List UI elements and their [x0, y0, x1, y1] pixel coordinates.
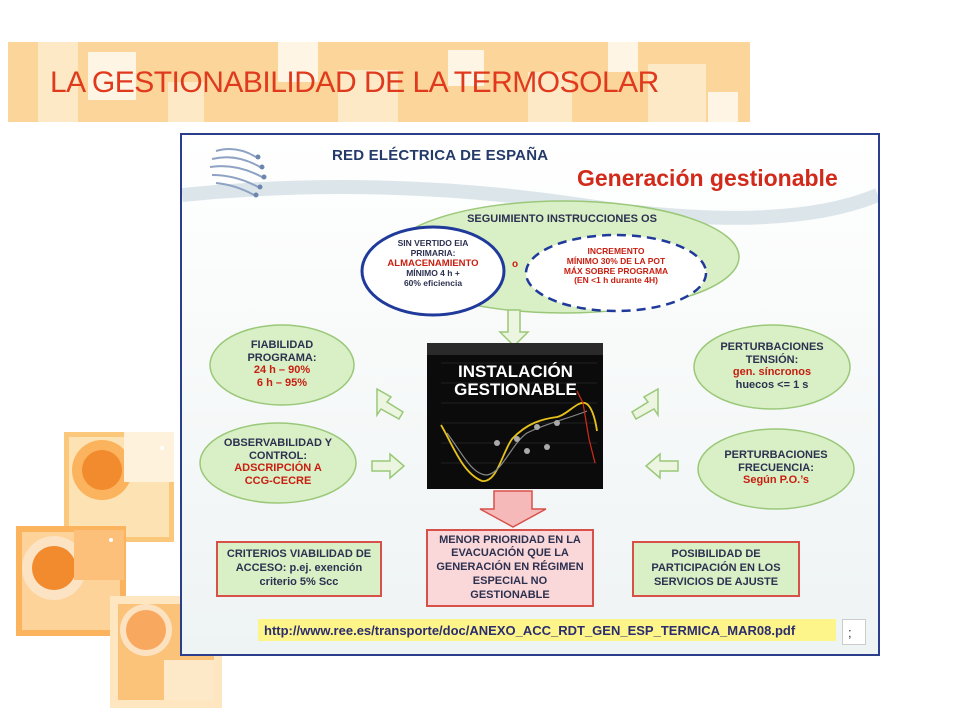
- perturb-frecuencia-text: [706, 449, 846, 487]
- observabilidad-line: ADSCRIPCIÓN A: [234, 462, 322, 475]
- perturb-tension-line: PERTURBACIONES: [720, 341, 824, 353]
- fiabilidad-line: 24 h – 90%: [253, 364, 311, 377]
- left-circle-text: [370, 239, 496, 289]
- perturb-tension-line: TENSIÓN:: [745, 353, 799, 366]
- figure-frame: [180, 133, 880, 656]
- right-circle-line: MÍNIMO 30% DE LA POT: [566, 255, 666, 266]
- posibilidad-line: PARTICIPACIÓN EN LOS: [651, 562, 781, 575]
- right-circle-line: INCREMENTO: [587, 246, 645, 256]
- right-circle-line: MÁX SOBRE PROGRAMA: [563, 265, 669, 276]
- menor-prioridad-line: EVACUACIÓN QUE LA: [451, 547, 569, 560]
- perturb-frecuencia-line: PERTURBACIONES: [724, 449, 828, 461]
- left-circle-line: SIN VERTIDO EIA: [397, 238, 469, 248]
- perturb-frecuencia-line: FRECUENCIA:: [738, 461, 814, 474]
- criterios-line: criterio 5% Scc: [259, 575, 339, 588]
- criterios-line: ACCESO: p.ej. exención: [235, 562, 363, 575]
- org-name: RED ELÉCTRICA DE ESPAÑA: [332, 147, 549, 164]
- menor-prioridad-line: GENERACIÓN EN RÉGIMEN: [436, 561, 584, 574]
- observabilidad-line: CONTROL:: [248, 449, 308, 462]
- menor-prioridad-line: ESPECIAL NO: [472, 574, 548, 587]
- corner-box: [842, 619, 866, 645]
- observabilidad-line: OBSERVABILIDAD Y: [223, 437, 333, 449]
- right-circle-line: (EN <1 h durante 4H): [574, 275, 658, 286]
- perturb-tension-line: huecos <= 1 s: [735, 378, 809, 391]
- menor-prioridad-line: MENOR PRIORIDAD EN LA: [439, 533, 581, 546]
- corner-mark: ;: [848, 625, 852, 640]
- right-circle-text: [534, 247, 698, 286]
- perturb-tension-text: [702, 341, 842, 392]
- menor-prioridad-box: [426, 529, 594, 607]
- criterios-line: CRITERIOS VIABILIDAD DE: [226, 548, 372, 561]
- posibilidad-line: SERVICIOS DE AJUSTE: [653, 575, 779, 588]
- posibilidad-box: [632, 541, 800, 597]
- menor-prioridad-line: GESTIONABLE: [470, 588, 550, 601]
- left-circle-line: PRIMARIA:: [410, 247, 456, 258]
- criterios-box: [216, 541, 382, 597]
- left-circle-line: ALMACENAMIENTO: [387, 257, 479, 269]
- left-circle-line: MÍNIMO 4 h +: [406, 268, 460, 279]
- center-title-line: INSTALACIÓN: [458, 362, 573, 381]
- figure-heading: Generación gestionable: [577, 165, 838, 191]
- observabilidad-line: CCG-CECRE: [244, 474, 312, 487]
- center-title-line: GESTIONABLE: [454, 379, 577, 399]
- fiabilidad-text: [222, 339, 342, 390]
- posibilidad-line: POSIBILIDAD DE: [671, 548, 761, 561]
- observabilidad-text: [204, 437, 352, 488]
- slide-title: LA GESTIONABILIDAD DE LA TERMOSOLAR: [50, 66, 659, 99]
- ree-logo-icon: [206, 143, 296, 201]
- source-url-link[interactable]: http://www.ree.es/transporte/doc/ANEXO_ACC_RDT_GEN_ESP_TERMICA_MAR08.pdf: [258, 619, 836, 641]
- fiabilidad-line: FIABILIDAD: [250, 339, 314, 351]
- perturb-tension-line: gen. síncronos: [732, 366, 812, 379]
- center-title: [428, 363, 603, 399]
- fiabilidad-line: 6 h – 95%: [256, 376, 308, 389]
- perturb-frecuencia-line: Según P.O.’s: [742, 474, 810, 487]
- top-ellipse-label: SEGUIMIENTO INSTRUCCIONES OS: [467, 213, 657, 225]
- left-circle-line: 60% eficiencia: [403, 278, 463, 289]
- separator-o: o: [511, 259, 519, 270]
- fiabilidad-line: PROGRAMA:: [247, 351, 317, 364]
